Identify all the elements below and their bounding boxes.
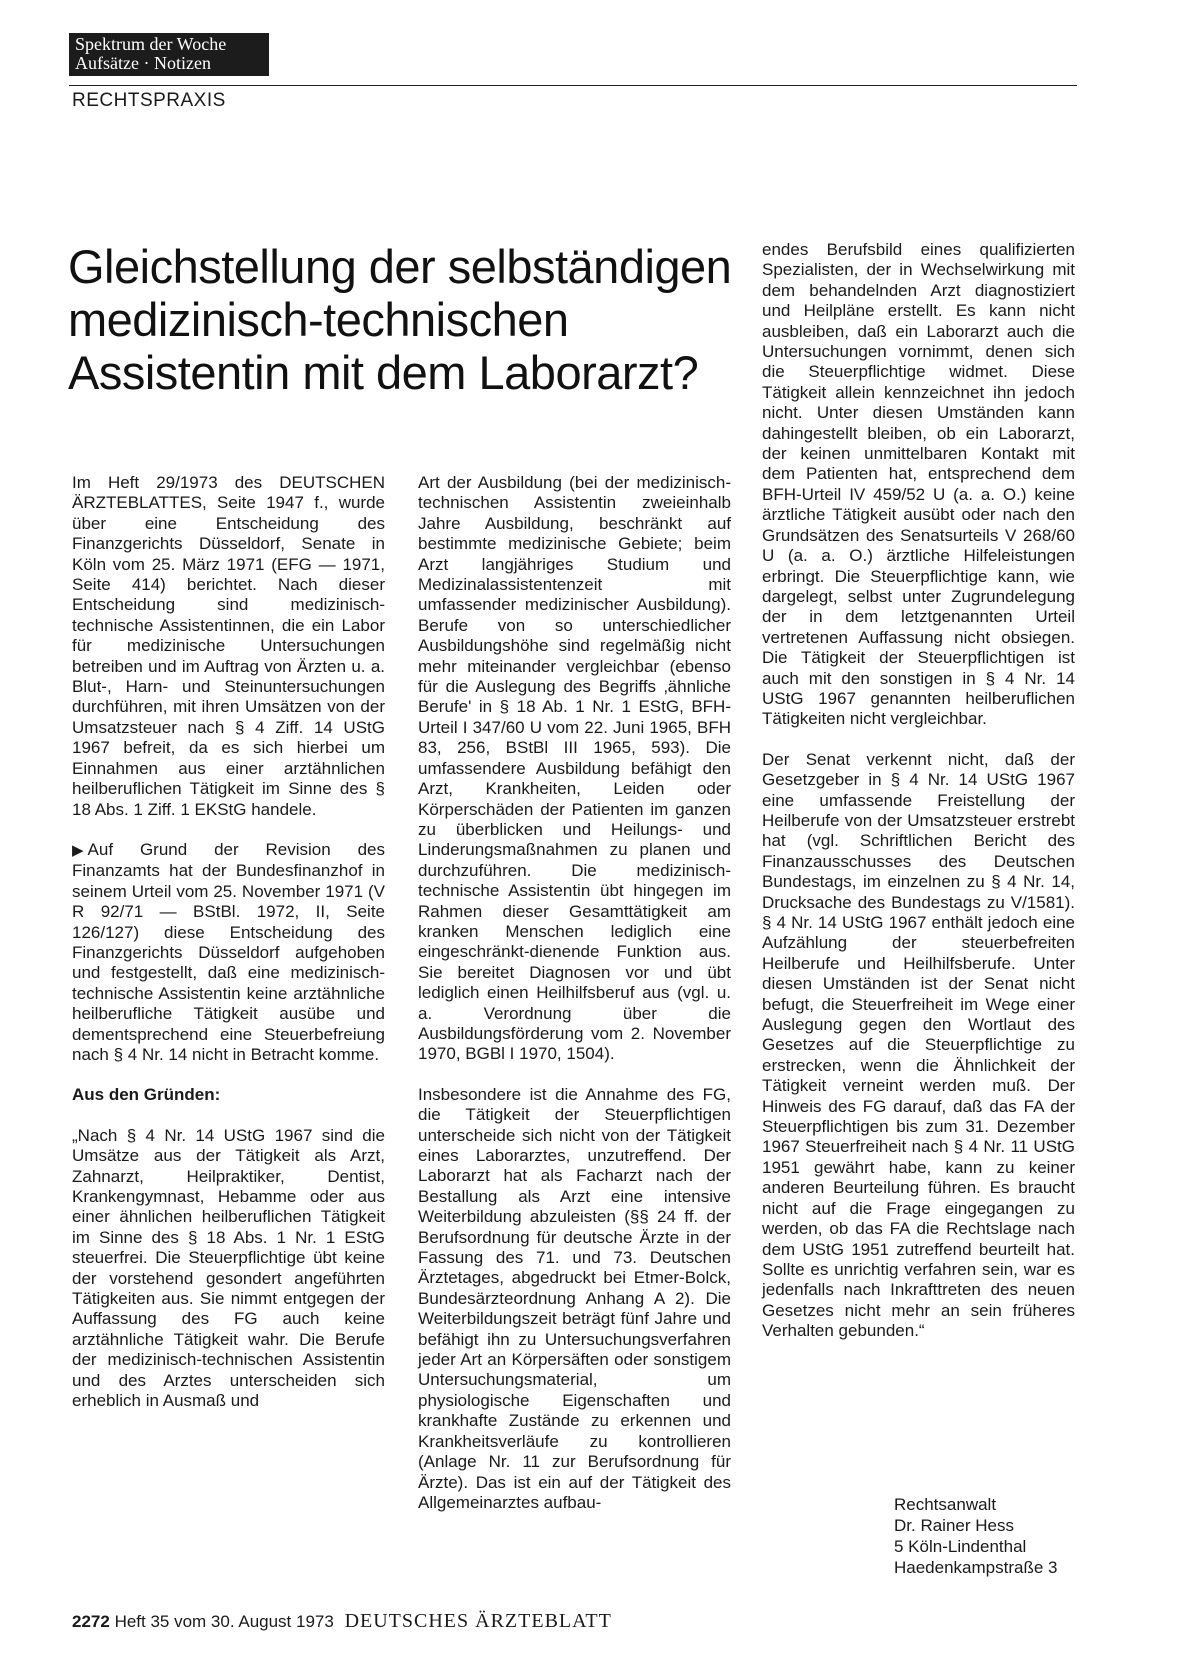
magazine-name: DEUTSCHES ÄRZTEBLATT [344, 1610, 612, 1632]
triangle-arrow-icon: ▶ [72, 841, 84, 859]
page-number: 2272 [72, 1612, 110, 1631]
header-rule [69, 85, 1077, 86]
subheading: Aus den Gründen: [72, 1085, 221, 1105]
paragraph-text: Auf Grund der Revision des Finanzamts hat der Bundesfinanzhof in seinem Urteil vom 25. November 1971 (V R 92/71 — BStBl. 1972, II, Seite 126/127) diese Entscheidung des Finanzgerichts Düsseldorf aufgehoben und festgestellt, daß eine medizinisch-technische Assistentin keine arztähnliche heilberufliche Tätigkeit ausübe und dementsprechend eine Steuerbefreiung nach § 4 Nr. 14 nicht in Betracht komme. [72, 839, 385, 1064]
signature-line: Rechtsanwalt [894, 1495, 997, 1514]
text-column-1 [72, 473, 385, 1431]
page-footer [72, 1610, 612, 1633]
section-header-box [69, 33, 269, 76]
paragraph: Insbesondere ist die Annahme des FG, die Tätigkeit der Steuerpflichtigen unterscheide sich nicht von der Tätigkeit eines Laborarztes, unzutreffend. Der Laborarzt hat als Facharzt nach der Bestallung als Arzt eine intensive Weiterbildung abzuleisten (§§ 24 ff. der Berufsordnung für deutsche Ärzte in der Fassung des 71. und 73. Deutschen Ärztetages, abgedruckt bei Etmer-Bolck, Bundesärzteordnung Anhang A 2). Die Weiterbildungszeit beträgt fünf Jahre und befähigt ihn zu Untersuchungsverfahren jeder Art an Körpersäften oder sonstigem Untersuchungsmaterial, um physiologische Eigenschaften und krankhafte Zustände zu erkennen und Krankheitsverläufe zu kontrollieren (Anlage Nr. 11 zur Berufsordnung für Ärzte). Das ist ein auf der Tätigkeit des Allgemeinarztes aufbau- [418, 1084, 731, 1512]
header-line-2: Aufsätze · Notizen [75, 53, 211, 73]
issue-info: Heft 35 vom 30. August 1973 [114, 1612, 334, 1631]
header-line-1: Spektrum der Woche [75, 34, 227, 54]
signature-line: Dr. Rainer Hess [894, 1516, 1014, 1535]
author-signature [894, 1494, 1057, 1578]
paragraph: Im Heft 29/1973 des DEUTSCHEN ÄRZTEBLATTES, Seite 1947 f., wurde über eine Entscheidung des Finanzgerichts Düsseldorf, Senate in Köln vom 25. März 1971 (EFG — 1971, Seite 414) berichtet. Nach dieser Entscheidung sind medizinisch-technische Assistentinnen, die ein Labor für medizinische Untersuchungen betreiben und im Auftrag von Ärzten u. a. Blut-, Harn- und Steinuntersuchungen durchführen, mit ihren Umsätzen von der Umsatzsteuer nach § 4 Ziff. 14 UStG 1967 befreit, da es sich hierbei um Einnahmen aus einer arztähnlichen heilberuflichen Tätigkeit im Sinne des § 18 Abs. 1 Ziff. 1 EKStG handele. [72, 473, 385, 819]
paragraph: Art der Ausbildung (bei der medizinisch-technischen Assistentin zweieinhalb Jahre Ausbildung, beschränkt auf bestimmte medizinische Gebiete; beim Arzt langjähriges Studium und Medizinalassistentenzeit mit umfassender medizinischer Ausbildung). Berufe von so unterschiedlicher Ausbildungshöhe sind regelmäßig nicht mehr miteinander vergleichbar (ebenso für die Auslegung des Begriffs ‚ähnliche Berufe' in § 18 Ab. 1 Nr. 1 EStG, BFH-Urteil I 347/60 U vom 22. Juni 1965, BFH 83, 256, BStBl III 1965, 593). Die umfassendere Ausbildung befähigt den Arzt, Krankheiten, Leiden oder Körperschäden der Patienten im ganzen zu überblicken und Heilungs- und Linderungsmaßnahmen zu planen und durchzuführen. Die medizinisch-technische Assistentin übt hingegen im Rahmen dieser Gesamttätigkeit am kranken Menschen lediglich eine eingeschränkt-dienende Funktion aus. Sie bereitet Diagnosen vor und übt lediglich einen Heilhilfsberuf aus (vgl. u. a. Verordnung über die Ausbildungsförderung vom 2. November 1970, BGBl I 1970, 1504). [418, 473, 731, 1064]
paragraph [72, 840, 385, 1065]
signature-line: Haedenkampstraße 3 [894, 1558, 1058, 1577]
signature-line: 5 Köln-Lindenthal [894, 1537, 1027, 1556]
paragraph: endes Berufsbild eines qualifizierten Spezialisten, der in Wechselwirkung mit dem behandelnden Arzt diagnostiziert und Heilpläne erstellt. Es kann nicht ausbleiben, daß ein Laborarzt auch die Untersuchungen vornimmt, denen sich die Steuerpflichtige widmet. Diese Tätigkeit allein kennzeichnet ihn jedoch nicht. Unter diesen Umständen kann dahingestellt bleiben, ob ein Laborarzt, der keinen unmittelbaren Kontakt mit dem Patienten hat, entsprechend dem BFH-Urteil IV 459/52 U (a. a. O.) keine ärztliche Tätigkeit ausübt oder nach den Grundsätzen des Senatsurteils V 268/60 U (a. a. O.) ärztliche Hilfeleistungen erbringt. Die Steuerpflichtige kann, wie dargelegt, selbst unter Zugrundelegung der in dem letztgenannten Urteil vertretenen Auffassung nicht obsiegen. Die Tätigkeit der Steuerpflichtigen ist auch mit den sonstigen in § 4 Nr. 14 UStG 1967 genannten heilberuflichen Tätigkeiten nicht vergleichbar. [762, 240, 1075, 729]
paragraph: „Nach § 4 Nr. 14 UStG 1967 sind die Umsätze aus der Tätigkeit als Arzt, Zahnarzt, Heilpraktiker, Dentist, Krankengymnast, Hebamme oder aus einer ähnlichen heilberuflichen Tätigkeit im Sinne des § 18 Abs. 1 Nr. 1 EStG steuerfrei. Die Steuerpflichtige übt keine der vorstehend gesondert angeführten Tätigkeiten aus. Sie nimmt entgegen der Auffassung des FG auch keine arztähnliche Tätigkeit wahr. Die Berufe der medizinisch-technischen Assistentin und des Arztes unterscheiden sich erheblich in Ausmaß und [72, 1125, 385, 1411]
text-column-3 [762, 240, 1075, 1362]
article-title: Gleichstellung der selbständigen medizinisch-technischen Assistentin mit dem Laborarzt? [68, 240, 732, 399]
section-label: RECHTSPRAXIS [72, 90, 226, 111]
text-column-2 [418, 473, 731, 1533]
paragraph: Der Senat verkennt nicht, daß der Gesetzgeber in § 4 Nr. 14 UStG 1967 eine umfassende Freistellung der Heilberufe von der Umsatzsteuer erstrebt hat (vgl. Schriftlichen Bericht des Finanzausschusses des Deutschen Bundestags, im einzelnen zu § 4 Nr. 14, Drucksache des Bundestags zu V/1581). § 4 Nr. 14 UStG 1967 enthält jedoch eine Aufzählung der steuerbefreiten Heilberufe und Heilhilfsberufe. Unter diesen Umständen ist der Senat nicht befugt, die Steuerfreiheit im Wege einer Auslegung gegen den Wortlaut des Gesetzes auf die Steuerpflichtige zu erstrecken, wenn die Ähnlichkeit der Tätigkeit verneint werden muß. Der Hinweis des FG darauf, daß das FA der Steuerpflichtigen bis zum 31. Dezember 1967 Steuerfreiheit nach § 4 Nr. 11 UStG 1951 gewährt habe, kann zu keiner anderen Beurteilung führen. Es braucht nicht auf die Frage eingegangen zu werden, ob das FA die Rechtslage nach dem UStG 1951 zutreffend beurteilt hat. Sollte es unrichtig verfahren sein, war es jedenfalls nach Inkrafttreten des neuen Gesetzes nicht mehr an sein früheres Verhalten gebunden.“ [762, 749, 1075, 1341]
